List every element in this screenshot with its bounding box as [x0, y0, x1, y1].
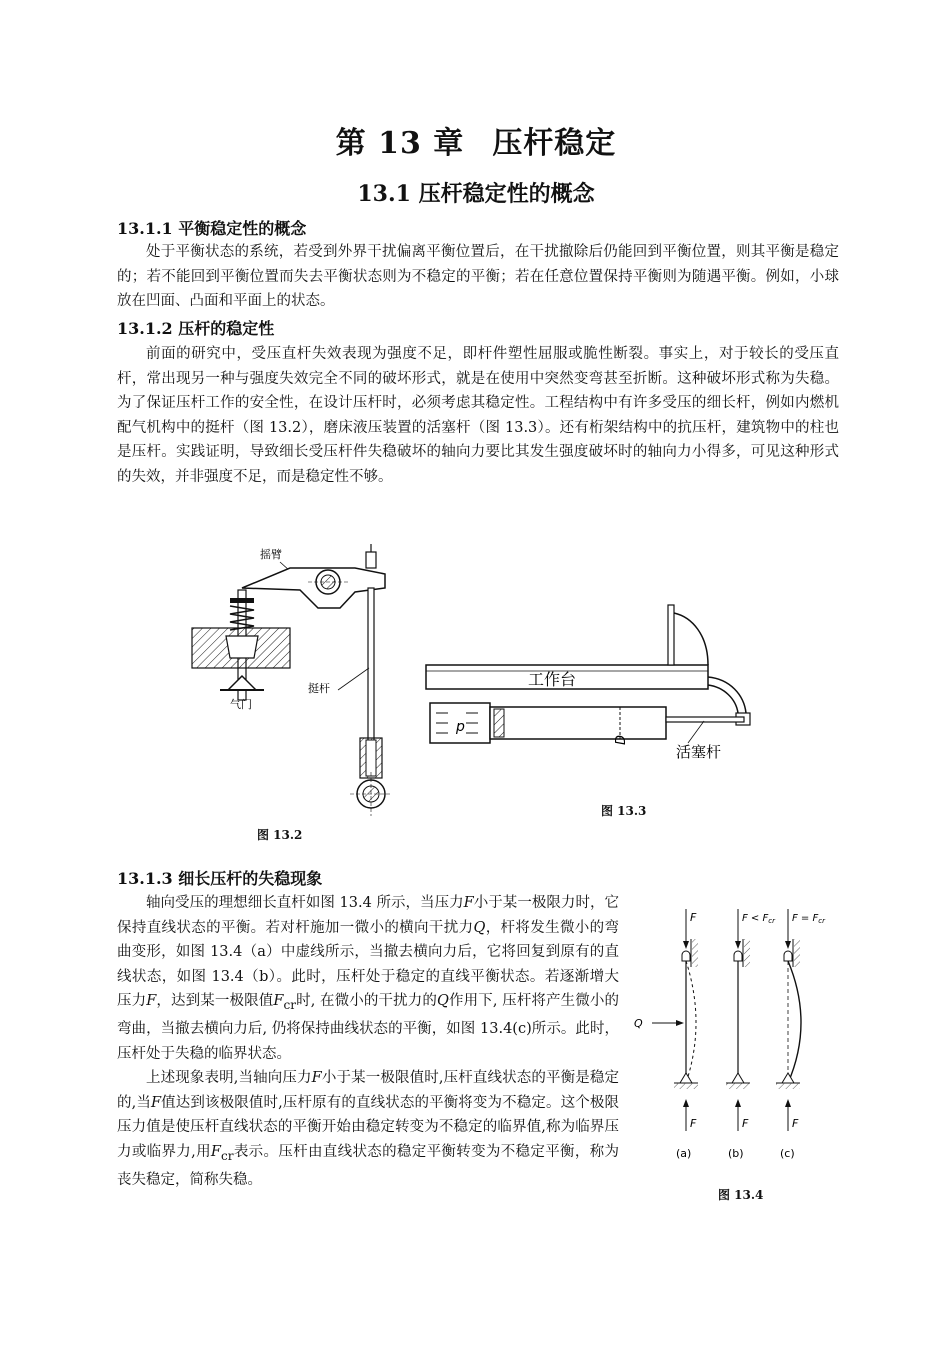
paragraph-text: 处于平衡状态的系统，若受到外界干扰偏离平衡位置后，在干扰撤除后仍能回到平衡位置，则其平衡是稳定的；若不能回到平衡位置而失去平衡状态则为不稳定的平衡；若在任意位置保持平衡则为随遇平衡。例如，小球放在凹面、凸面和平面上的状态。	[117, 244, 839, 309]
chapter-title	[0, 118, 952, 162]
column-a	[674, 909, 698, 1160]
heading-13-1-2: 13.1.2 压杆的稳定性	[117, 319, 275, 338]
label-piston-rod: 活塞杆	[676, 743, 722, 761]
paragraph-text-2: 上述现象表明,当轴向压力F小于某一极限值时,压杆直线状态的平衡是稳定的,当F值达到该极限值时,压杆原有的直线状态的平衡将变为不稳定。这个极限压力值是使压杆直线状态的平衡开始由稳定转变为不稳定的临界值,称为临界压力或临界力,用$F_{cr}$表示。压杆由直线状态的稳定平衡转变为不稳定平衡，称为丧失稳定，简称失稳。	[117, 1070, 620, 1189]
sublabel-b: (b)	[728, 1147, 744, 1160]
column-b	[726, 909, 776, 1160]
sublabel-c: (c)	[780, 1147, 795, 1160]
label-pressure: p	[456, 719, 465, 735]
label-force-b-bottom: F	[742, 1117, 749, 1130]
figure-13-3-piston-diagram	[420, 595, 765, 775]
label-force-a-top: F	[690, 911, 697, 924]
figure-13-2-tappet-diagram	[180, 540, 420, 840]
heading-13-1-1: 13.1.1 平衡稳定性的概念	[117, 219, 307, 238]
paragraph-text: 前面的研究中，受压直杆失效表现为强度不足，即杆件塑性屈服或脆性断裂。事实上，对于较长的受压直杆，常出现另一种与强度失效完全不同的破坏形式，就是在使用中突然变弯甚至折断。这种破坏形式称为失稳。为了保证压杆工作的安全性，在设计压杆时，必须考虑其稳定性。工程结构中有许多受压的细长杆，例如内燃机配气机构中的挺杆（图 13.2），磨床液压装置的活塞杆（图 13.3）。还有桁架结构中的抗压杆，建筑物中的柱也是压杆。实践证明，导致细长受压杆件失稳破坏的轴向力要比其发生强度破坏时的轴向力小得多，可见这种形式的失效，并非强度不足，而是稳定性不够。	[117, 346, 839, 485]
chapter-number: 第 13 章	[335, 126, 465, 161]
label-tappet: 挺杆	[308, 682, 330, 695]
label-rocker: 摇臂	[260, 548, 282, 561]
label-diameter: D	[614, 734, 629, 745]
sublabel-a: (a)	[676, 1147, 692, 1160]
figure-13-2-caption: 图 13.2	[257, 828, 303, 842]
label-lateral-force: Q	[634, 1017, 643, 1030]
paragraph-text-1: 轴向受压的理想细长直杆如图 13.4 所示，当压力F小于某一极限力时，它保持直线状态的平衡。若对杆施加一微小的横向干扰力Q，杆将发生微小的弯曲变形，如图 13.4（a）中虚线所示，当撤去横向力后，它将回复到原有的直线状态，如图 13.4（b）。此时，压杆处于稳定的直线平衡状态。若逐渐增大压力F，达到某一极限值$F_{cr}$时, 在微小的干扰力的Q作用下, 压杆将产生微小的弯曲，当撤去横向力后, 仍将保持曲线状态的平衡，如图 13.4(c)所示。此时，压杆处于失稳的临界状态。	[117, 895, 620, 1062]
figure-13-3-caption: 图 13.3	[601, 804, 647, 818]
label-force-b-top: $F < F_{cr}$	[742, 913, 775, 925]
label-force-a-bottom: F	[690, 1117, 697, 1130]
section-title: 13.1 压杆稳定性的概念	[357, 181, 595, 207]
paragraph-13-1-1	[117, 240, 839, 314]
paragraph-13-1-2	[117, 342, 839, 489]
label-worktable: 工作台	[528, 670, 577, 689]
heading-13-1-3: 13.1.3 细长压杆的失稳现象	[117, 869, 323, 888]
label-force-c-top: $F = F_{cr}$	[792, 913, 825, 925]
figure-13-4-caption: 图 13.4	[718, 1188, 764, 1202]
figure-13-4-buckling-diagram	[630, 905, 840, 1165]
column-c	[776, 909, 826, 1160]
label-force-c-bottom: F	[792, 1117, 799, 1130]
paragraph-13-1-3	[117, 891, 619, 1193]
chapter-name: 压杆稳定	[492, 126, 617, 161]
label-valve: 气门	[230, 698, 252, 711]
